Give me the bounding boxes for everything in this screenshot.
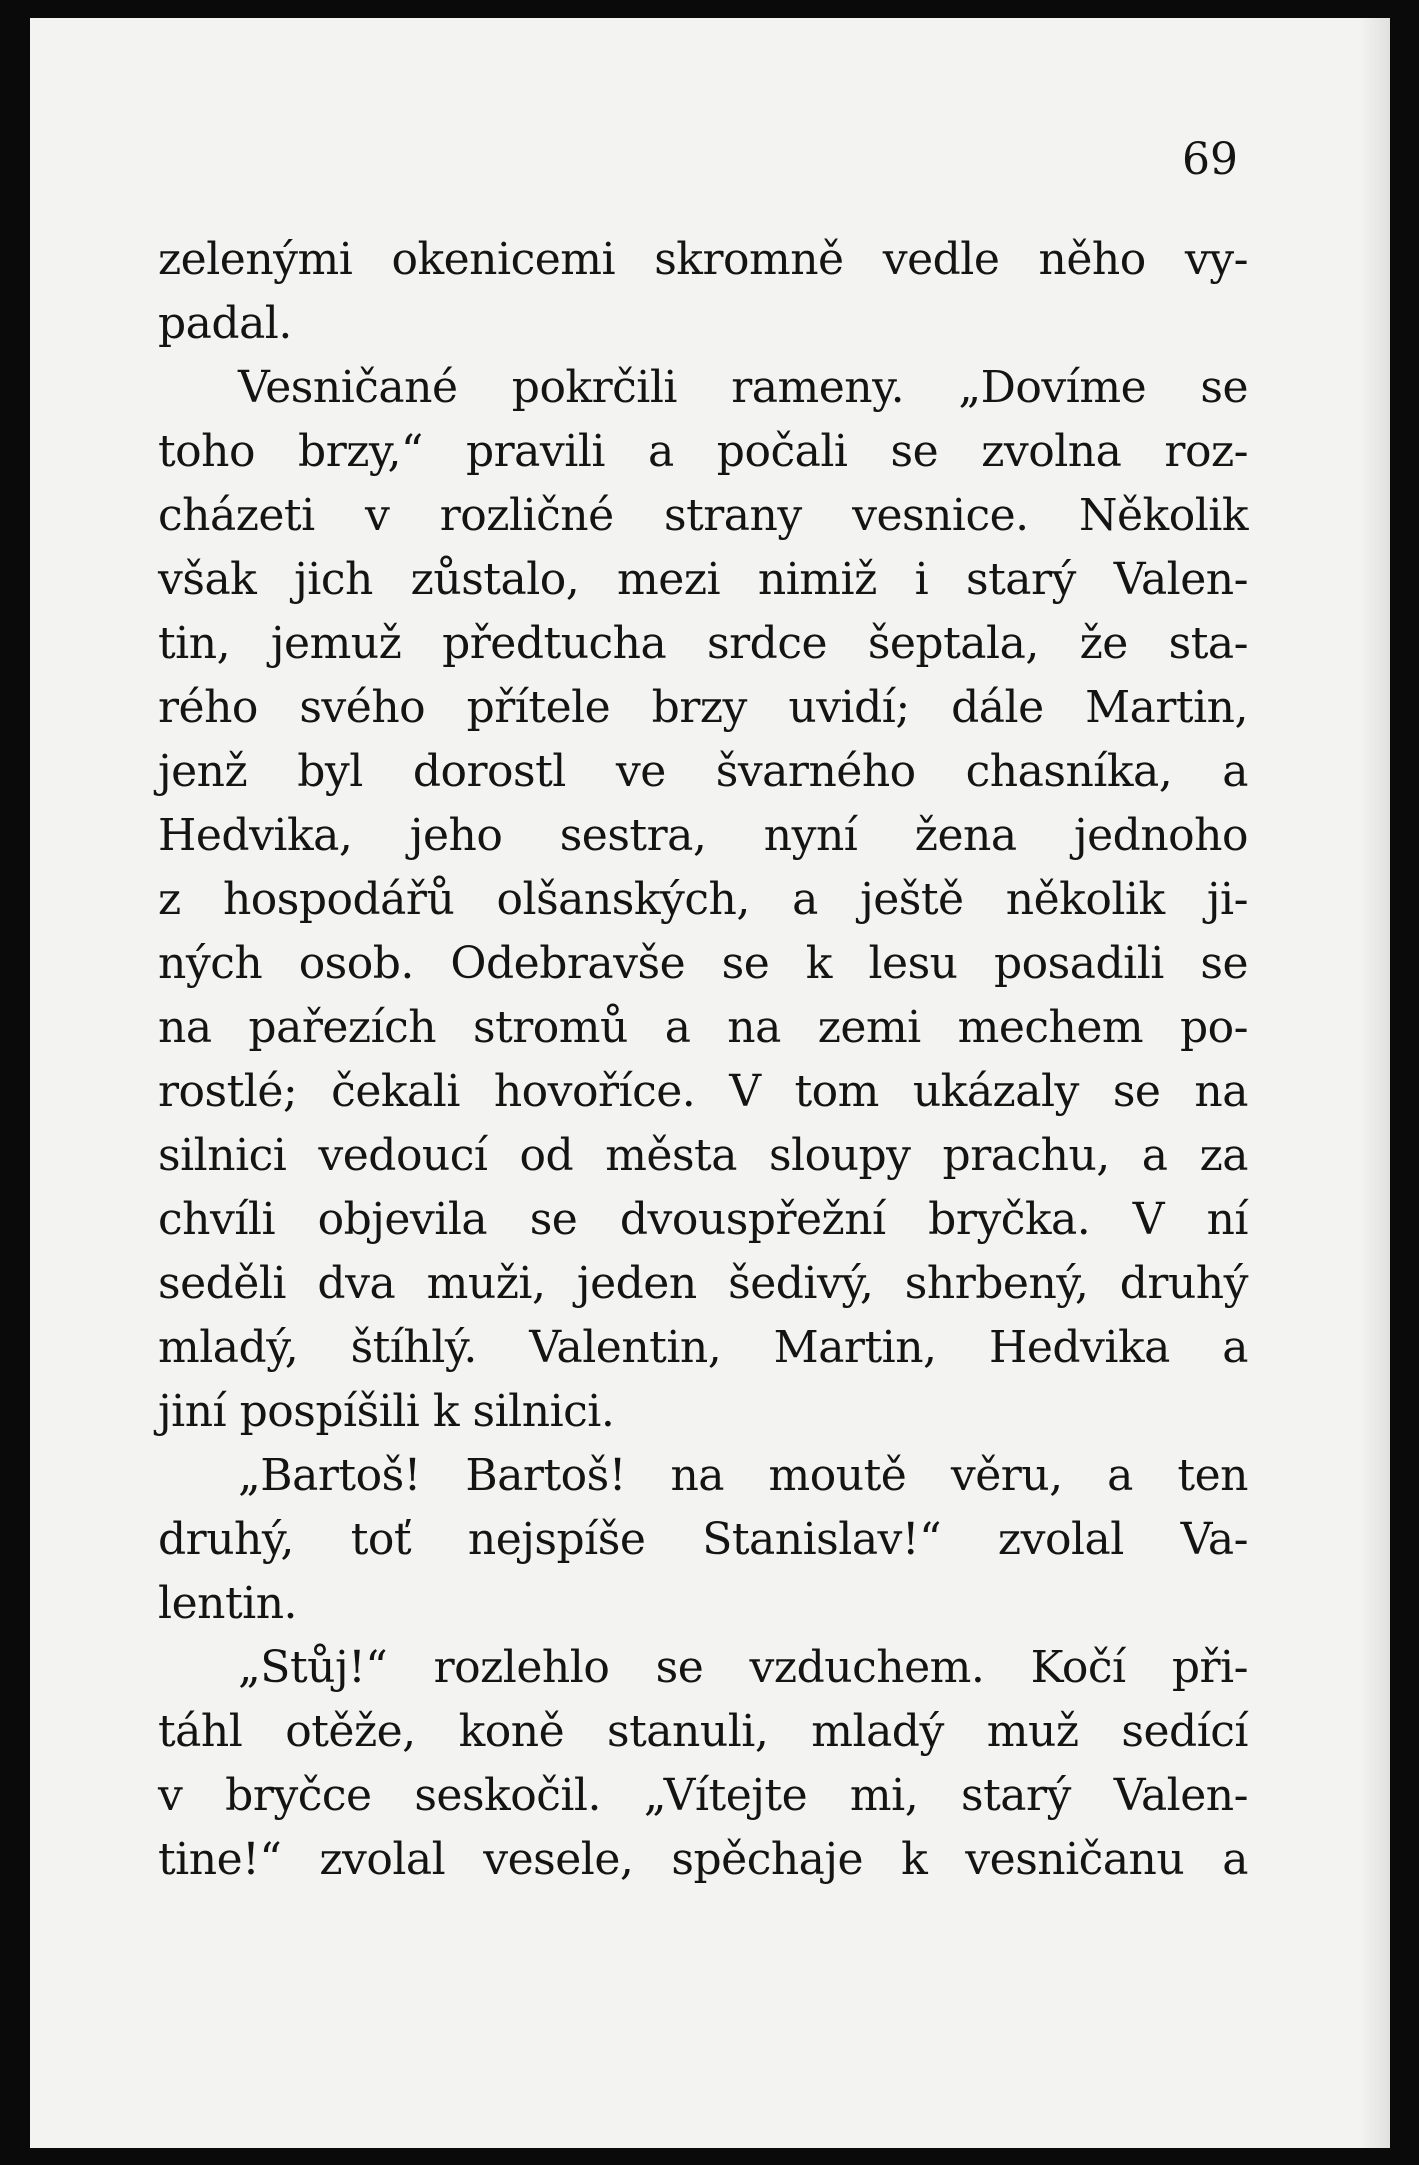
text-line: padal. (158, 298, 292, 349)
text-line: rého svého přítele brzy uvidí; dále Martin, (158, 682, 1248, 733)
text-line: lentin. (158, 1578, 298, 1629)
text-line: Vesničané pokrčili rameny. „Dovíme se (238, 362, 1248, 413)
text-line: zelenými okenicemi skromně vedle něho vy- (158, 234, 1248, 285)
text-line: jenž byl dorostl ve švarného chasníka, a (158, 746, 1248, 797)
text-line: mladý, štíhlý. Valentin, Martin, Hedvika a (158, 1322, 1248, 1373)
page-number: 69 (1182, 134, 1238, 185)
text-line: ných osob. Odebravše se k lesu posadili se (158, 938, 1248, 989)
text-line: rostlé; čekali hovoříce. V tom ukázaly se na (158, 1066, 1248, 1117)
text-line: toho brzy,“ pravili a počali se zvolna roz- (158, 426, 1248, 477)
text-line: z hospodářů olšanských, a ještě několik ji- (158, 874, 1248, 925)
text-line: jiní pospíšili k silnici. (158, 1386, 615, 1437)
text-line: cházeti v rozličné strany vesnice. Několik (158, 490, 1248, 541)
text-line: tine!“ zvolal vesele, spěchaje k vesničanu a (158, 1834, 1248, 1885)
text-line: chvíli objevila se dvouspřežní bryčka. V ní (158, 1194, 1248, 1245)
text-line: tin, jemuž předtucha srdce šeptala, že sta- (158, 618, 1248, 669)
text-line: „Stůj!“ rozlehlo se vzduchem. Kočí při- (238, 1642, 1248, 1693)
text-line: táhl otěže, koně stanuli, mladý muž sedící (158, 1706, 1248, 1757)
text-line: na pařezích stromů a na zemi mechem po- (158, 1002, 1248, 1053)
text-line: silnici vedoucí od města sloupy prachu, a za (158, 1130, 1248, 1181)
text-line: v bryčce seskočil. „Vítejte mi, starý Valen- (158, 1770, 1248, 1821)
text-line: však jich zůstalo, mezi nimiž i starý Valen- (158, 554, 1248, 605)
body-text (158, 228, 1248, 1892)
text-line: Hedvika, jeho sestra, nyní žena jednoho (158, 810, 1248, 861)
text-line: „Bartoš! Bartoš! na moutě věru, a ten (238, 1450, 1248, 1501)
text-line: seděli dva muži, jeden šedivý, shrbený, druhý (158, 1258, 1248, 1309)
text-line: druhý, toť nejspíše Stanislav!“ zvolal Va- (158, 1514, 1248, 1565)
book-page (30, 18, 1390, 2148)
